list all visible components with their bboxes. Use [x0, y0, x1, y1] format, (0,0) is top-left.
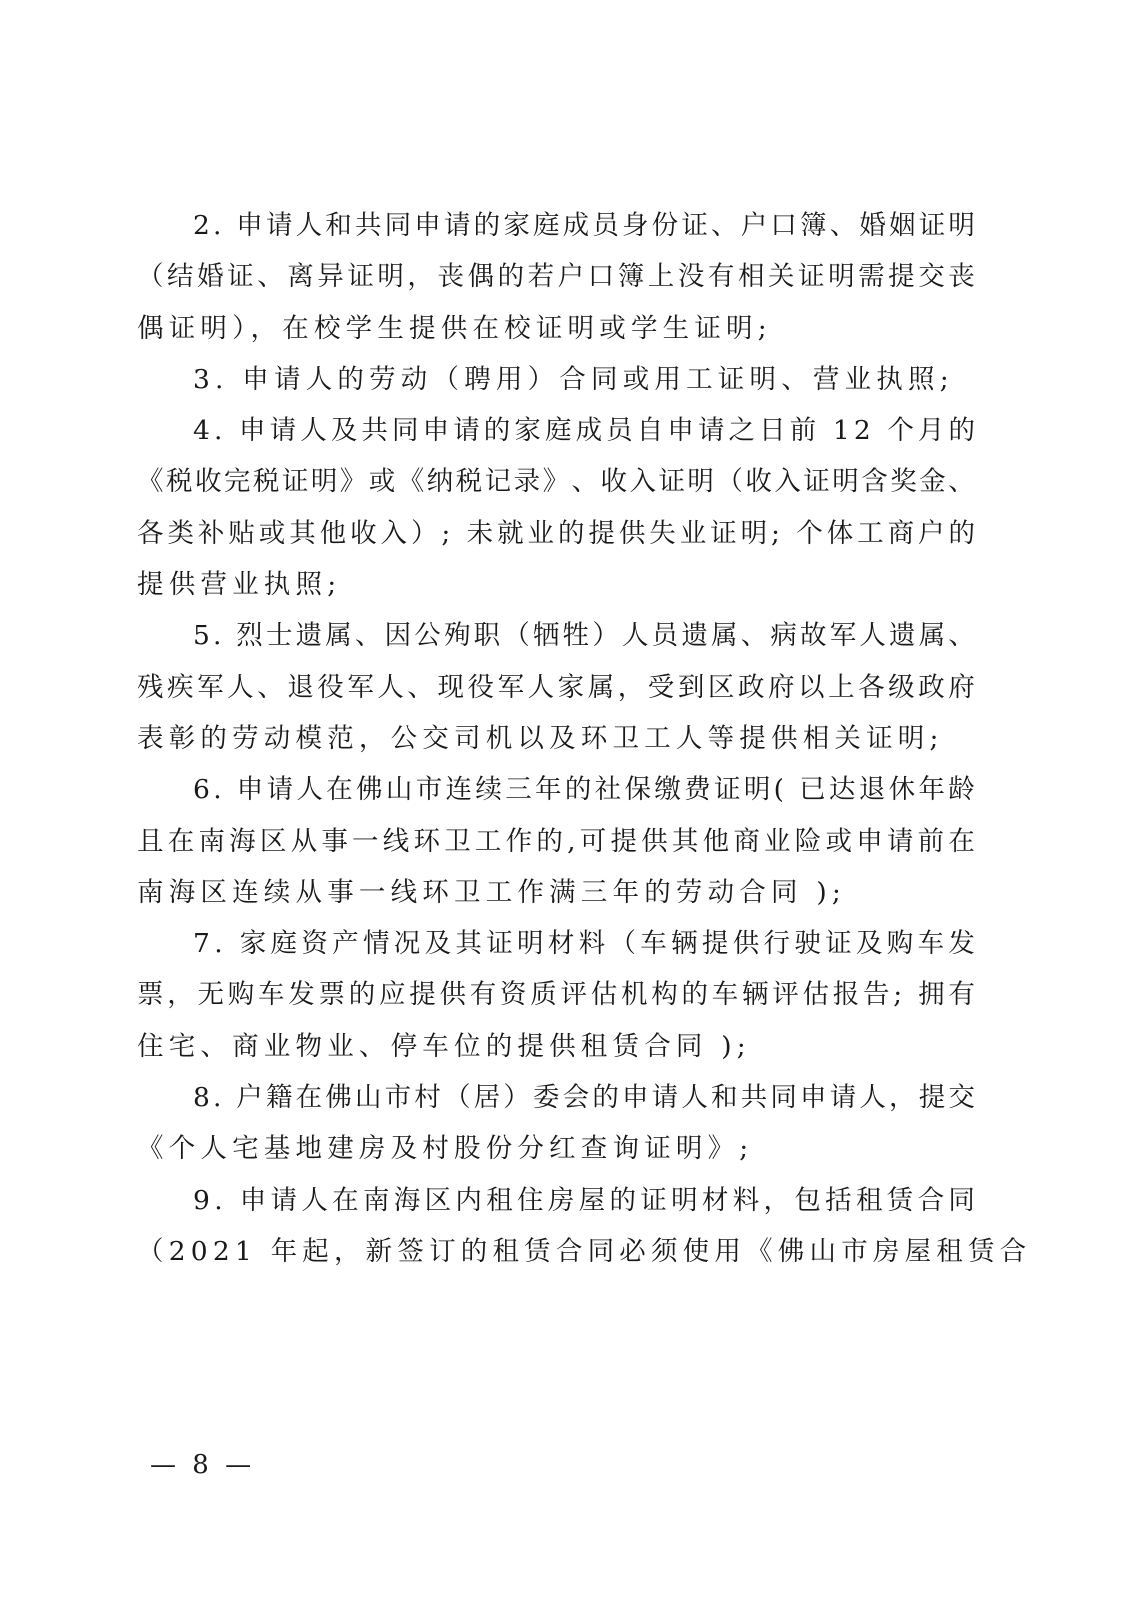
page-number: — 8 —: [150, 1450, 256, 1480]
text-line: 残 疾 军 人 、 退 役 军 人 、 现 役 军 人 家 属 ， 受 到 区 政 府 以 上 各 级 政 府: [137, 671, 975, 703]
text-line: 4 . 申 请 人 及 共 同 申 请 的 家 庭 成 员 自 申 请 之 日 前 1 2 个 月 的: [193, 415, 975, 447]
paragraph-item-6: [137, 764, 975, 918]
text-line: 6 . 申 请 人 在 佛 山 市 连 续 三 年 的 社 保 缴 费 证 明 ( 已 达 退 休 年 龄: [193, 774, 975, 806]
text-line: 9 . 申 请 人 在 南 海 区 内 租 住 房 屋 的 证 明 材 料 ， 包 括 租 赁 合 同: [193, 1184, 975, 1216]
text-line: 偶证明），在校学生提供在校证明或学生证明;: [137, 312, 772, 344]
text-line: 5 . 烈 士 遗 属 、 因 公 殉 职 （ 牺 牲 ） 人 员 遗 属 、 病 故 军 人 遗 属 、: [193, 620, 975, 652]
text-line: 《 税 收 完 税 证 明 》 或 《 纳 税 记 录 》 、 收 入 证 明 （ 收 入 证 明 含 奖 金 、: [137, 466, 975, 498]
document-body: [137, 200, 1032, 1277]
paragraph-item-7: [137, 918, 975, 1072]
text-line: 2 . 申 请 人 和 共 同 申 请 的 家 庭 成 员 身 份 证 、 户 口 簿 、 婚 姻 证 明: [193, 210, 975, 241]
text-line: 3. 申请人的劳动（聘用）合同或用工证明、营业执照;: [193, 363, 954, 395]
text-line: 南海区连续从事一线环卫工作满三年的劳动合同 );: [137, 876, 846, 908]
paragraph-item-3: [137, 354, 975, 405]
text-line: （ 结 婚 证 、 离 异 证 明 ， 丧 偶 的 若 户 口 簿 上 没 有 相 关 证 明 需 提 交 丧: [137, 261, 975, 293]
text-line: 票 ， 无 购 车 发 票 的 应 提 供 有 资 质 评 估 机 构 的 车 辆 评 估 报 告 ; 拥 有: [137, 979, 975, 1011]
text-line: 表彰的劳动模范，公交司机以及环卫工人等提供相关证明;: [137, 722, 944, 754]
paragraph-item-4: [137, 405, 975, 610]
text-line: 《个人宅基地建房及村股份分红查询证明》;: [137, 1133, 754, 1165]
text-line: 住宅、商业物业、停车位的提供租赁合同 );: [137, 1030, 751, 1062]
paragraph-item-9: [137, 1175, 1032, 1278]
text-line: 提供营业执照;: [137, 569, 342, 601]
text-line: 各 类 补 贴 或 其 他 收 入 ） ; 未 就 业 的 提 供 失 业 证 明 ; 个 体 工 商 户 的: [137, 517, 975, 549]
text-line: 8 . 户 籍 在 佛 山 市 村 （ 居 ） 委 会 的 申 请 人 和 共 同 申 请 人 ， 提 交: [193, 1082, 975, 1114]
paragraph-item-2: [137, 200, 975, 354]
text-line: （2021 年起，新签订的租赁合同必须使用《佛山市房屋租赁合: [137, 1235, 1032, 1267]
paragraph-item-8: [137, 1072, 975, 1175]
paragraph-item-5: [137, 610, 975, 764]
text-line: 7 . 家 庭 资 产 情 况 及 其 证 明 材 料 （ 车 辆 提 供 行 驶 证 及 购 车 发: [193, 928, 975, 960]
text-line: 且 在 南 海 区 从 事 一 线 环 卫 工 作 的 , 可 提 供 其 他 商 业 险 或 申 请 前 在: [137, 825, 975, 857]
